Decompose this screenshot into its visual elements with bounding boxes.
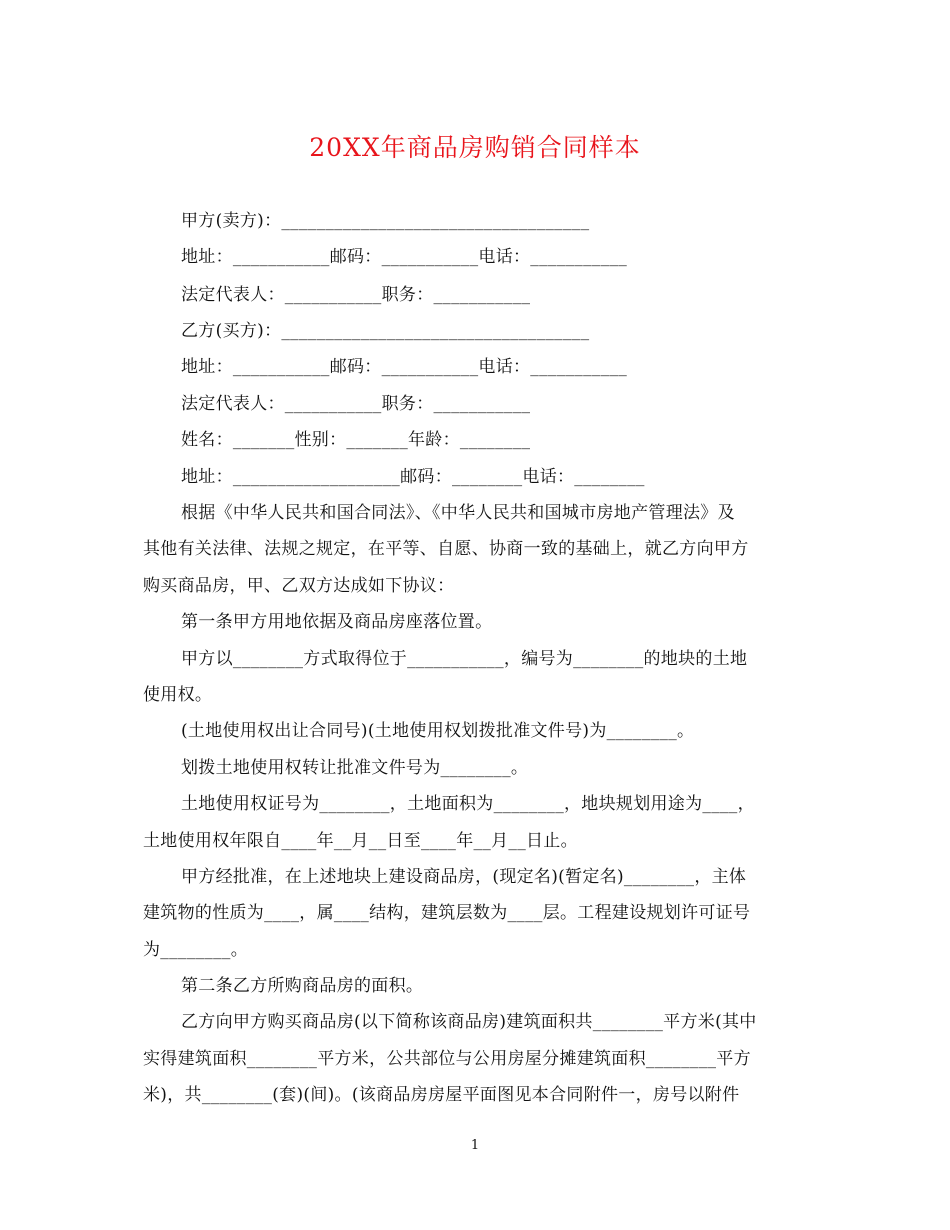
- document-title: 20XX年商品房购销合同样本: [309, 133, 641, 162]
- buyer-address-line: 地址：___________________邮码：________电话：________: [181, 467, 645, 487]
- article-1-line-9: 为________。: [143, 940, 248, 960]
- article-1-heading: 第一条甲方用地依据及商品房座落位置。: [181, 612, 493, 632]
- page-number: 1: [470, 1138, 480, 1153]
- party-b-representative-line: 法定代表人：___________职务：___________: [181, 394, 531, 414]
- article-1-line-8: 建筑物的性质为____，属____结构，建筑层数为____层。工程建设规划许可证号: [143, 903, 751, 923]
- buyer-personal-line: 姓名：_______性别：_______年龄：________: [181, 430, 531, 450]
- article-1-line-2: 使用权。: [143, 685, 213, 705]
- article-2-line-3: 米)，共________(套)(间)。(该商品房房屋平面图见本合同附件一，房号以附件: [143, 1085, 740, 1105]
- preamble-line-3: 购买商品房，甲、乙双方达成如下协议：: [143, 576, 455, 596]
- article-1-line-6: 土地使用权年限自____年__月__日至____年__月__日止。: [143, 831, 578, 851]
- article-1-line-1: 甲方以________方式取得位于___________，编号为________的地块的土地: [181, 649, 748, 669]
- article-2-heading: 第二条乙方所购商品房的面积。: [181, 976, 424, 996]
- article-2-line-1: 乙方向甲方购买商品房(以下简称该商品房)建筑面积共________平方米(其中: [181, 1012, 757, 1032]
- article-1-line-7: 甲方经批准，在上述地块上建设商品房，(现定名)(暂定名)________，主体: [181, 867, 747, 887]
- article-1-line-3: (土地使用权出让合同号)(土地使用权划拨批准文件号)为________。: [181, 721, 695, 741]
- party-a-address-line: 地址：___________邮码：___________电话：___________: [181, 247, 628, 267]
- preamble-line-2: 其他有关法律、法规之规定，在平等、自愿、协商一致的基础上，就乙方向甲方: [143, 539, 749, 559]
- party-b-line: 乙方(买方)：___________________________________: [181, 321, 590, 341]
- party-b-address-line: 地址：___________邮码：___________电话：___________: [181, 357, 628, 377]
- article-2-line-2: 实得建筑面积________平方米，公共部位与公用房屋分摊建筑面积________平方: [143, 1049, 751, 1069]
- article-1-line-5: 土地使用权证号为________，土地面积为________，地块规划用途为____，: [181, 794, 755, 814]
- preamble-line-1: 根据《中华人民共和国合同法》、《中华人民共和国城市房地产管理法》及: [181, 503, 735, 523]
- party-a-line: 甲方(卖方)：___________________________________: [181, 211, 590, 231]
- party-a-representative-line: 法定代表人：___________职务：___________: [181, 285, 531, 305]
- article-1-line-4: 划拨土地使用权转让批准文件号为________。: [181, 758, 529, 778]
